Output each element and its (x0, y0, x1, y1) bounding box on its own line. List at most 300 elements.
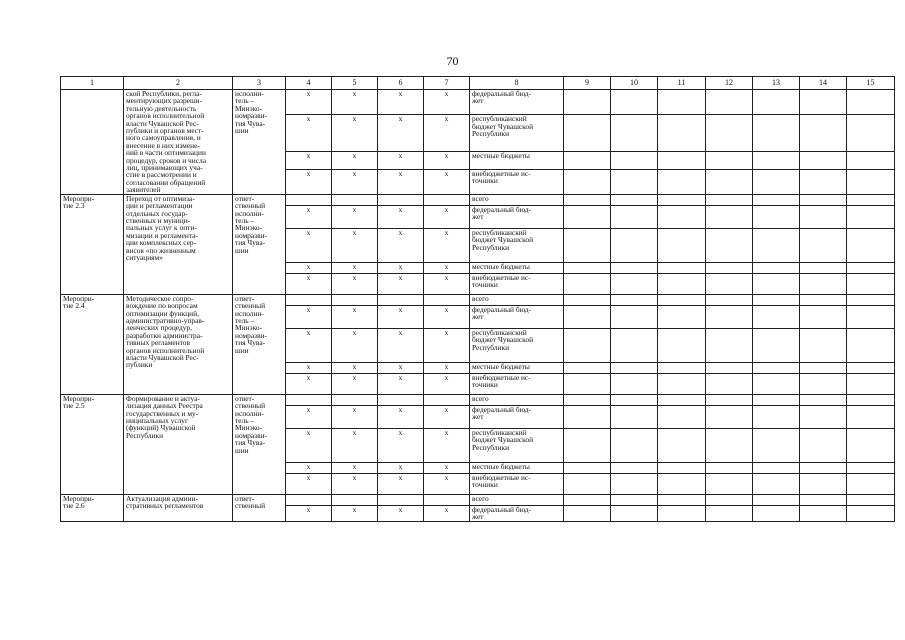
code-cell (332, 194, 378, 205)
text-line: Республики (472, 342, 510, 352)
amount-cell (564, 305, 611, 328)
amount-cell (706, 462, 753, 473)
code-cell: x (332, 115, 378, 152)
amount-cell (706, 205, 753, 228)
text-line: ситуациям» (126, 252, 163, 262)
text-line: Меропри- (63, 294, 95, 303)
text-line: исполни- (235, 208, 264, 218)
text-line: ственных и муници- (126, 215, 191, 225)
funding-source (470, 428, 564, 462)
text-line: тель – (235, 215, 255, 225)
amount-cell (847, 362, 895, 373)
amount-cell (753, 494, 800, 505)
code-cell (286, 394, 332, 405)
text-line: тия Чува- (235, 238, 266, 248)
text-line: Республики (472, 442, 510, 452)
code-cell: x (286, 328, 332, 362)
text-line: точники (472, 175, 498, 185)
code-cell: x (286, 228, 332, 262)
text-line: Меропри- (63, 394, 95, 403)
amount-cell (658, 373, 706, 394)
amount-cell (706, 328, 753, 362)
text-line: шии (235, 345, 249, 355)
text-line: публики и органов мест- (126, 126, 204, 136)
amount-cell (706, 362, 753, 373)
text-line: Республики (472, 128, 510, 138)
amount-cell (706, 405, 753, 428)
amount-cell (564, 115, 611, 152)
code-cell: x (286, 90, 332, 115)
code-cell: x (332, 428, 378, 462)
amount-cell (611, 428, 658, 462)
amount-cell (800, 362, 847, 373)
code-cell: x (424, 328, 470, 362)
responsible-executor (233, 90, 286, 195)
text-line: ленческих процедур, (126, 323, 192, 333)
amount-cell (847, 473, 895, 494)
text-line: Методическое сопро- (126, 294, 194, 303)
code-cell: x (332, 328, 378, 362)
amount-cell (564, 273, 611, 294)
text-line: внесение в них измене- (126, 140, 200, 150)
code-cell: x (424, 362, 470, 373)
text-line: Меропри- (63, 194, 95, 203)
column-header: 3 (233, 77, 286, 90)
amount-cell (611, 494, 658, 505)
text-line: Меропри- (63, 494, 95, 503)
text-line: ции и регламентации (126, 201, 193, 211)
text-line: ниципальных услуг (126, 415, 189, 425)
amount-cell (847, 294, 895, 305)
column-header: 13 (753, 77, 800, 90)
amount-cell (564, 505, 611, 521)
amount-cell (847, 494, 895, 505)
amount-cell (847, 428, 895, 462)
funding-source (470, 473, 564, 494)
text-line: жет (472, 512, 484, 521)
code-cell: x (332, 152, 378, 169)
code-cell: x (332, 205, 378, 228)
amount-cell (753, 194, 800, 205)
code-cell (286, 294, 332, 305)
column-header: 2 (124, 77, 233, 90)
code-cell (424, 294, 470, 305)
amount-cell (564, 152, 611, 169)
code-cell: x (286, 473, 332, 494)
code-cell: x (424, 305, 470, 328)
code-cell: x (332, 90, 378, 115)
text-line: тель – (235, 96, 255, 106)
text-line: ской Республики, регла- (126, 89, 202, 98)
text-line: жет (472, 96, 484, 106)
amount-cell (658, 273, 706, 294)
amount-cell (611, 228, 658, 262)
text-line: ответ- (235, 394, 255, 403)
amount-cell (753, 305, 800, 328)
code-cell: x (286, 462, 332, 473)
amount-cell (658, 362, 706, 373)
amount-cell (800, 90, 847, 115)
text-line: органов исполнительной (126, 345, 205, 355)
amount-cell (706, 90, 753, 115)
amount-cell (564, 228, 611, 262)
funding-source: всего (470, 494, 564, 505)
code-cell (424, 494, 470, 505)
text-line: государственных и му- (126, 408, 199, 418)
code-cell: x (378, 462, 424, 473)
amount-cell (564, 405, 611, 428)
column-header: 14 (800, 77, 847, 90)
text-line: тель – (235, 415, 255, 425)
funding-source: местные бюджеты (470, 362, 564, 373)
text-line: внебюджетные ис- (472, 373, 531, 382)
amount-cell (706, 152, 753, 169)
text-line: вождение по вопросам (126, 301, 198, 311)
amount-cell (753, 205, 800, 228)
funding-source (470, 273, 564, 294)
measure-name (61, 194, 124, 294)
amount-cell (611, 152, 658, 169)
amount-cell (847, 273, 895, 294)
text-line: бюджет Чувашской (472, 121, 534, 131)
code-cell: x (424, 169, 470, 194)
amount-cell (564, 373, 611, 394)
amount-cell (611, 473, 658, 494)
text-line: федеральный бюд- (472, 89, 531, 98)
text-line: ции комплексных сер- (126, 238, 197, 248)
text-line: внебюджетные ис- (472, 473, 531, 482)
text-line: федеральный бюд- (472, 205, 531, 214)
text-line: ственный (235, 501, 266, 511)
amount-cell (658, 115, 706, 152)
amount-cell (658, 90, 706, 115)
code-cell: x (332, 405, 378, 428)
amount-cell (753, 152, 800, 169)
amount-cell (753, 505, 800, 521)
amount-cell (847, 505, 895, 521)
amount-cell (611, 294, 658, 305)
amount-cell (658, 262, 706, 273)
text-line: мизации и регламента- (126, 230, 198, 240)
text-line: Формирование и актуа- (126, 394, 200, 403)
text-line: тие 2.6 (63, 501, 85, 511)
funding-source (470, 305, 564, 328)
code-cell: x (378, 328, 424, 362)
code-cell: x (378, 273, 424, 294)
text-line: бюджет Чувашской (472, 435, 534, 445)
text-line: тель – (235, 315, 255, 325)
amount-cell (611, 462, 658, 473)
amount-cell (658, 428, 706, 462)
amount-cell (753, 462, 800, 473)
code-cell: x (332, 505, 378, 521)
amount-cell (564, 294, 611, 305)
source-row (61, 294, 895, 305)
code-cell: x (286, 262, 332, 273)
code-cell: x (424, 205, 470, 228)
code-cell: x (332, 373, 378, 394)
amount-cell (800, 152, 847, 169)
amount-cell (564, 494, 611, 505)
text-line: власти Чувашской Рес- (126, 118, 199, 128)
amount-cell (753, 115, 800, 152)
text-line: тие 2.4 (63, 301, 85, 311)
amount-cell (706, 373, 753, 394)
text-line: органов исполнительной (126, 111, 205, 121)
amount-cell (611, 373, 658, 394)
code-cell: x (424, 462, 470, 473)
amount-cell (706, 505, 753, 521)
funding-source (470, 169, 564, 194)
text-line: тия Чува- (235, 118, 266, 128)
amount-cell (753, 90, 800, 115)
code-cell: x (424, 273, 470, 294)
amount-cell (611, 328, 658, 362)
code-cell: x (286, 152, 332, 169)
text-line: жет (472, 212, 484, 222)
code-cell: x (378, 115, 424, 152)
measure-name (61, 394, 124, 494)
text-line: заявителей (126, 185, 161, 195)
code-cell: x (378, 305, 424, 328)
amount-cell (658, 205, 706, 228)
text-line: тия Чува- (235, 338, 266, 348)
code-cell (424, 194, 470, 205)
amount-cell (800, 115, 847, 152)
column-header: 5 (332, 77, 378, 90)
amount-cell (564, 394, 611, 405)
code-cell: x (332, 169, 378, 194)
text-line: номразви- (235, 430, 267, 440)
text-line: разработки администра- (126, 330, 203, 340)
amount-cell (611, 115, 658, 152)
amount-cell (564, 262, 611, 273)
text-line: Минэко- (235, 103, 263, 113)
text-line: пальных услуг к опти- (126, 223, 197, 233)
column-header: 8 (470, 77, 564, 90)
code-cell: x (332, 473, 378, 494)
funding-source (470, 90, 564, 115)
code-cell (286, 494, 332, 505)
measure-description (124, 494, 233, 521)
text-line: согласовании обращений (126, 177, 206, 187)
code-cell: x (424, 428, 470, 462)
amount-cell (706, 273, 753, 294)
amount-cell (658, 305, 706, 328)
amount-cell (753, 373, 800, 394)
text-line: шии (235, 245, 249, 255)
measure-description (124, 294, 233, 394)
code-cell (378, 194, 424, 205)
amount-cell (847, 194, 895, 205)
code-cell: x (424, 505, 470, 521)
text-line: шии (235, 126, 249, 136)
amount-cell (800, 373, 847, 394)
text-line: (функций) Чувашской (126, 423, 196, 433)
code-cell: x (378, 262, 424, 273)
amount-cell (658, 394, 706, 405)
amount-cell (800, 328, 847, 362)
amount-cell (611, 205, 658, 228)
amount-cell (847, 462, 895, 473)
amount-cell (753, 294, 800, 305)
code-cell: x (286, 273, 332, 294)
amount-cell (564, 362, 611, 373)
text-line: исполни- (235, 408, 264, 418)
amount-cell (658, 152, 706, 169)
amount-cell (800, 394, 847, 405)
code-cell: x (424, 228, 470, 262)
amount-cell (800, 273, 847, 294)
text-line: стративных регламентов (126, 501, 204, 511)
text-line: федеральный бюд- (472, 405, 531, 414)
source-row (61, 394, 895, 405)
code-cell (424, 394, 470, 405)
amount-cell (847, 373, 895, 394)
responsible-executor (233, 194, 286, 294)
amount-cell (800, 405, 847, 428)
amount-cell (706, 294, 753, 305)
code-cell: x (378, 473, 424, 494)
amount-cell (800, 494, 847, 505)
code-cell: x (332, 305, 378, 328)
amount-cell (564, 90, 611, 115)
amount-cell (611, 305, 658, 328)
text-line: тивных регламентов (126, 338, 190, 348)
source-row (61, 194, 895, 205)
text-line: лиц, принимающих уча- (126, 163, 203, 173)
amount-cell (847, 205, 895, 228)
amount-cell (706, 194, 753, 205)
text-line: номразви- (235, 330, 267, 340)
text-line: ний в части оптимизации (126, 148, 206, 158)
column-header: 11 (658, 77, 706, 90)
code-cell: x (378, 373, 424, 394)
amount-cell (753, 328, 800, 362)
funding-source: всего (470, 394, 564, 405)
text-line: бюджет Чувашской (472, 235, 534, 245)
amount-cell (611, 273, 658, 294)
amount-cell (800, 305, 847, 328)
text-line: ственный (235, 201, 266, 211)
column-header: 15 (847, 77, 895, 90)
amount-cell (658, 494, 706, 505)
text-line: тие 2.3 (63, 201, 85, 211)
code-cell: x (286, 505, 332, 521)
amount-cell (753, 273, 800, 294)
amount-cell (706, 228, 753, 262)
funding-source: местные бюджеты (470, 152, 564, 169)
code-cell (378, 494, 424, 505)
text-line: лизация данных Реестра (126, 401, 203, 411)
funding-source (470, 405, 564, 428)
amount-cell (800, 473, 847, 494)
responsible-executor (233, 494, 286, 521)
amount-cell (706, 262, 753, 273)
amount-cell (658, 294, 706, 305)
amount-cell (611, 362, 658, 373)
text-line: внебюджетные ис- (472, 169, 531, 178)
amount-cell (800, 505, 847, 521)
text-line: висов «по жизненным (126, 245, 196, 255)
amount-cell (564, 328, 611, 362)
amount-cell (753, 394, 800, 405)
code-cell: x (378, 228, 424, 262)
text-line: шии (235, 445, 249, 455)
amount-cell (658, 194, 706, 205)
header-row (61, 77, 895, 90)
amount-cell (658, 505, 706, 521)
responsible-executor (233, 294, 286, 394)
amount-cell (706, 305, 753, 328)
funding-source (470, 228, 564, 262)
code-cell: x (286, 115, 332, 152)
code-cell (378, 394, 424, 405)
text-line: власти Чувашской Рес- (126, 352, 199, 362)
column-header: 7 (424, 77, 470, 90)
amount-cell (706, 473, 753, 494)
amount-cell (564, 169, 611, 194)
measure-description (124, 394, 233, 494)
code-cell: x (286, 362, 332, 373)
code-cell: x (286, 428, 332, 462)
code-cell (332, 494, 378, 505)
measure-description (124, 90, 233, 195)
column-header: 12 (706, 77, 753, 90)
code-cell: x (378, 428, 424, 462)
amount-cell (611, 90, 658, 115)
text-line: жет (472, 412, 484, 422)
code-cell: x (378, 405, 424, 428)
text-line: Минэко- (235, 323, 263, 333)
amount-cell (658, 462, 706, 473)
source-row (61, 90, 895, 115)
amount-cell (800, 194, 847, 205)
amount-cell (847, 394, 895, 405)
amount-cell (800, 262, 847, 273)
amount-cell (658, 228, 706, 262)
code-cell: x (286, 373, 332, 394)
code-cell: x (332, 262, 378, 273)
responsible-executor (233, 394, 286, 494)
amount-cell (847, 328, 895, 362)
page-number: 70 (446, 54, 459, 68)
text-line: ответ- (235, 194, 255, 203)
text-line: тельную деятельность (126, 103, 197, 113)
text-line: бюджет Чувашской (472, 335, 534, 345)
code-cell: x (332, 228, 378, 262)
code-cell: x (332, 273, 378, 294)
measure-name (61, 90, 124, 195)
text-line: республиканский (472, 114, 527, 124)
text-line: точники (472, 280, 498, 290)
text-line: тия Чува- (235, 438, 266, 448)
text-line: отдельных государ- (126, 208, 188, 218)
text-line: Минэко- (235, 223, 263, 233)
funding-source (470, 373, 564, 394)
amount-cell (611, 505, 658, 521)
amount-cell (800, 228, 847, 262)
text-line: Республики (472, 242, 510, 252)
text-line: Актуализация админи- (126, 494, 198, 503)
column-header: 9 (564, 77, 611, 90)
amount-cell (847, 305, 895, 328)
amount-cell (753, 362, 800, 373)
code-cell: x (378, 169, 424, 194)
code-cell (332, 294, 378, 305)
text-line: жет (472, 312, 484, 322)
code-cell: x (332, 362, 378, 373)
